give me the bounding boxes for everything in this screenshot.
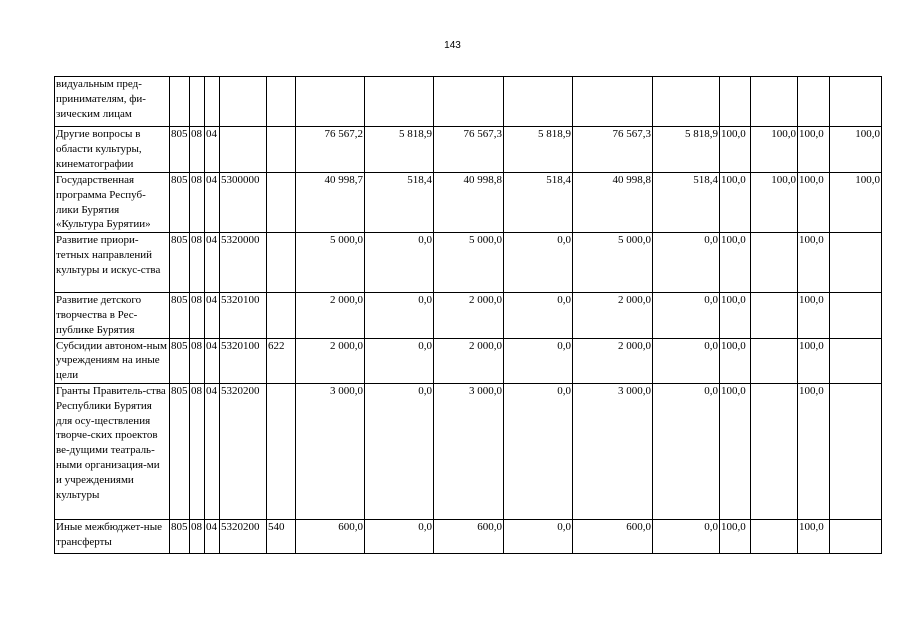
cell-gr: [170, 77, 190, 127]
cell-refined-federal: 0,0: [504, 233, 573, 293]
cell-pr: 04: [205, 233, 220, 293]
cell-approved-federal: [365, 77, 434, 127]
cell-executed-federal: 0,0: [653, 383, 720, 519]
cell-approved-total: 40 998,7: [296, 173, 365, 233]
cell-csr: 5320100: [220, 338, 267, 383]
page-number: 143: [444, 40, 461, 51]
cell-executed-total: 40 998,8: [573, 173, 653, 233]
cell-pct-3: [798, 77, 830, 127]
cell-approved-total: 76 567,2: [296, 127, 365, 173]
cell-csr: 5320100: [220, 293, 267, 338]
cell-executed-federal: 518,4: [653, 173, 720, 233]
cell-pct-4: [830, 293, 882, 338]
table-row: [55, 127, 882, 173]
table-row: [55, 383, 882, 519]
cell-refined-federal: 0,0: [504, 519, 573, 553]
cell-rz: 08: [190, 383, 205, 519]
cell-gr: 805: [170, 127, 190, 173]
cell-pct-4: 100,0: [830, 173, 882, 233]
cell-refined-total: [434, 77, 504, 127]
cell-refined-federal: [504, 77, 573, 127]
cell-approved-federal: 518,4: [365, 173, 434, 233]
cell-vr: [267, 173, 296, 233]
cell-rz: 08: [190, 293, 205, 338]
cell-vr: 622: [267, 338, 296, 383]
cell-refined-total: 40 998,8: [434, 173, 504, 233]
cell-pct-1: 100,0: [720, 173, 751, 233]
cell-refined-total: 76 567,3: [434, 127, 504, 173]
cell-approved-total: 3 000,0: [296, 383, 365, 519]
table-row: [55, 519, 882, 553]
cell-pct-1: 100,0: [720, 233, 751, 293]
row-name: Субсидии автоном-ным учреждениям на иные цели: [55, 338, 170, 383]
cell-pct-3: 100,0: [798, 293, 830, 338]
cell-refined-total: 2 000,0: [434, 338, 504, 383]
cell-gr: 805: [170, 338, 190, 383]
cell-vr: [267, 293, 296, 338]
cell-pct-2: 100,0: [751, 173, 798, 233]
row-name: видуальным пред-принимателям, фи-зическим лицам: [55, 77, 170, 127]
cell-pr: 04: [205, 519, 220, 553]
cell-pct-1: 100,0: [720, 519, 751, 553]
cell-executed-federal: [653, 77, 720, 127]
cell-rz: 08: [190, 127, 205, 173]
cell-refined-total: 5 000,0: [434, 233, 504, 293]
cell-rz: 08: [190, 519, 205, 553]
cell-refined-federal: 0,0: [504, 293, 573, 338]
cell-pct-2: [751, 519, 798, 553]
cell-csr: 5320200: [220, 519, 267, 553]
cell-pr: 04: [205, 383, 220, 519]
cell-pct-3: 100,0: [798, 127, 830, 173]
row-name: Иные межбюджет-ные трансферты: [55, 519, 170, 553]
cell-pct-1: 100,0: [720, 338, 751, 383]
cell-refined-total: 2 000,0: [434, 293, 504, 338]
cell-pct-4: [830, 77, 882, 127]
cell-refined-total: 600,0: [434, 519, 504, 553]
table-row: [55, 233, 882, 293]
cell-pct-1: [720, 77, 751, 127]
cell-csr: [220, 127, 267, 173]
cell-executed-federal: 0,0: [653, 338, 720, 383]
cell-pr: [205, 77, 220, 127]
cell-csr: 5320000: [220, 233, 267, 293]
cell-executed-total: 3 000,0: [573, 383, 653, 519]
cell-executed-total: 76 567,3: [573, 127, 653, 173]
cell-vr: [267, 127, 296, 173]
cell-approved-total: 2 000,0: [296, 293, 365, 338]
cell-approved-federal: 5 818,9: [365, 127, 434, 173]
cell-csr: 5300000: [220, 173, 267, 233]
cell-approved-federal: 0,0: [365, 519, 434, 553]
table-row: [55, 77, 882, 127]
row-name: Развитие детского творчества в Рес-публике Бурятия: [55, 293, 170, 338]
cell-executed-total: 2 000,0: [573, 293, 653, 338]
cell-executed-total: 2 000,0: [573, 338, 653, 383]
cell-pct-2: [751, 77, 798, 127]
cell-pct-2: [751, 338, 798, 383]
cell-gr: 805: [170, 293, 190, 338]
cell-approved-total: [296, 77, 365, 127]
budget-table: [54, 76, 882, 554]
cell-approved-total: 2 000,0: [296, 338, 365, 383]
cell-pct-2: [751, 233, 798, 293]
cell-approved-federal: 0,0: [365, 338, 434, 383]
cell-vr: 540: [267, 519, 296, 553]
cell-executed-federal: 0,0: [653, 293, 720, 338]
cell-rz: 08: [190, 338, 205, 383]
cell-refined-federal: 0,0: [504, 383, 573, 519]
cell-approved-federal: 0,0: [365, 293, 434, 338]
cell-pct-4: [830, 383, 882, 519]
cell-pr: 04: [205, 173, 220, 233]
cell-gr: 805: [170, 383, 190, 519]
row-name: Развитие приори-тетных направлений культуры и искус-ства: [55, 233, 170, 293]
cell-approved-federal: 0,0: [365, 383, 434, 519]
cell-executed-total: 600,0: [573, 519, 653, 553]
cell-pct-3: 100,0: [798, 233, 830, 293]
cell-pct-1: 100,0: [720, 383, 751, 519]
cell-approved-total: 600,0: [296, 519, 365, 553]
cell-pct-4: [830, 338, 882, 383]
cell-executed-federal: 5 818,9: [653, 127, 720, 173]
cell-pct-3: 100,0: [798, 173, 830, 233]
cell-pct-1: 100,0: [720, 293, 751, 338]
cell-executed-federal: 0,0: [653, 233, 720, 293]
cell-executed-federal: 0,0: [653, 519, 720, 553]
table-row: [55, 293, 882, 338]
cell-rz: 08: [190, 233, 205, 293]
cell-pct-3: 100,0: [798, 519, 830, 553]
cell-pct-2: 100,0: [751, 127, 798, 173]
cell-refined-federal: 5 818,9: [504, 127, 573, 173]
cell-refined-federal: 0,0: [504, 338, 573, 383]
cell-pct-4: 100,0: [830, 127, 882, 173]
cell-gr: 805: [170, 233, 190, 293]
row-name: Гранты Правитель-ства Республики Бурятия для осу-ществления творче-ских проектов ве-дущими театраль-ными организация-ми и учреждениями культуры: [55, 383, 170, 519]
cell-rz: [190, 77, 205, 127]
table-row: [55, 173, 882, 233]
cell-pct-2: [751, 383, 798, 519]
row-name: Другие вопросы в области культуры, кинематографии: [55, 127, 170, 173]
cell-csr: [220, 77, 267, 127]
cell-pct-3: 100,0: [798, 383, 830, 519]
cell-refined-federal: 518,4: [504, 173, 573, 233]
cell-gr: 805: [170, 173, 190, 233]
cell-pct-1: 100,0: [720, 127, 751, 173]
cell-gr: 805: [170, 519, 190, 553]
cell-approved-federal: 0,0: [365, 233, 434, 293]
row-name: Государственная программа Респуб-лики Бурятия «Культура Бурятии»: [55, 173, 170, 233]
cell-executed-total: 5 000,0: [573, 233, 653, 293]
cell-pct-2: [751, 293, 798, 338]
cell-rz: 08: [190, 173, 205, 233]
cell-vr: [267, 383, 296, 519]
cell-pr: 04: [205, 293, 220, 338]
cell-csr: 5320200: [220, 383, 267, 519]
cell-pct-4: [830, 233, 882, 293]
cell-refined-total: 3 000,0: [434, 383, 504, 519]
cell-pct-3: 100,0: [798, 338, 830, 383]
cell-pr: 04: [205, 338, 220, 383]
table-row: [55, 338, 882, 383]
cell-approved-total: 5 000,0: [296, 233, 365, 293]
cell-vr: [267, 77, 296, 127]
cell-executed-total: [573, 77, 653, 127]
cell-pct-4: [830, 519, 882, 553]
cell-pr: 04: [205, 127, 220, 173]
cell-vr: [267, 233, 296, 293]
